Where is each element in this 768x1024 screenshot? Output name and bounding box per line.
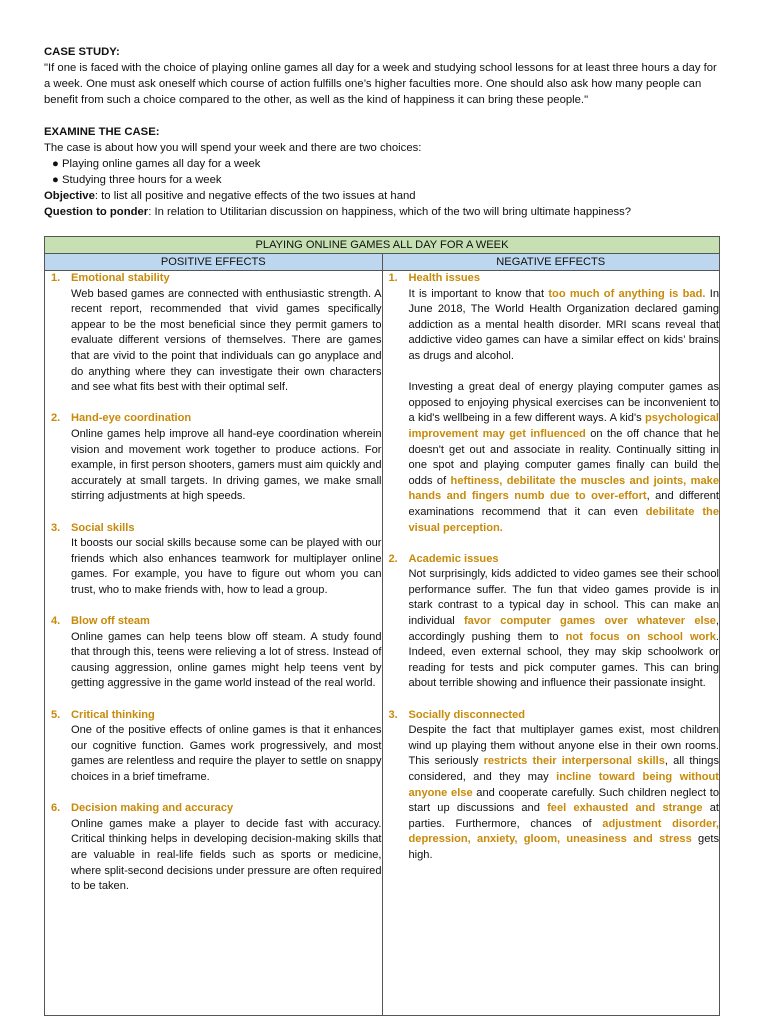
list-item: ● Playing online games all day for a week (52, 158, 261, 170)
item-title: Health issues (408, 272, 481, 284)
intro-section (44, 44, 726, 220)
item-title: Academic issues (408, 552, 499, 565)
item-heading (45, 614, 382, 630)
item-text (383, 287, 720, 537)
item-heading (383, 271, 720, 287)
highlighted-text: favor computer games over whatever else (463, 615, 716, 628)
highlighted-text: not focus on school work (565, 630, 716, 643)
highlighted-text: psychological improvement may get influenced (408, 412, 719, 440)
item-paragraph: It is important to know that too much of anything is bad. In June 2018, The World Health Organization declared gaming addiction as a mental health disorder. MRI scans reveal that addictive video games can have a similar effect on kids’ brains as drugs and alcohol. (408, 287, 719, 362)
negative-header: NEGATIVE EFFECTS (382, 254, 720, 271)
examine-text: The case is about how you will spend your week and there are two choices: (44, 142, 422, 154)
positive-header: POSITIVE EFFECTS (45, 254, 383, 271)
item-text (383, 567, 720, 692)
positive-effect-item (45, 521, 382, 599)
item-text: Web based games are connected with enthusiastic strength. A recent report, recommended that vivid games specifically appear to be the most beneficial since they permit gamers to evaluate different versions of themselves. There are games that are vivid to the point that individuals can go anyplace and do anything where they can investigate their own characters and see what fits best with their optimal self. (71, 287, 382, 394)
item-text: Online games help improve all hand-eye coordination wherein vision and movement work together to produce actions. For example, in first person shooters, gamers must aim quickly and accurately at small targets. In driving games, we make small stirring adjustments at high speeds. (71, 427, 382, 503)
item-text: Online games make a player to decide fast with accuracy. Critical thinking helps in developing decision-making skills that are valuable in real-life fields such as sports or medicine, where split-second decisions under pressure are often required to be taken. (71, 817, 382, 893)
item-title: Hand-eye coordination (71, 412, 192, 425)
negative-effect-item (383, 271, 720, 536)
case-study-heading: CASE STUDY: (44, 46, 120, 58)
item-title: Critical thinking (71, 708, 155, 721)
negative-effect-item (383, 552, 720, 692)
item-heading (45, 521, 382, 537)
item-title: Decision making and accuracy (71, 802, 234, 815)
choices-list (44, 156, 726, 188)
effects-table (44, 236, 720, 1016)
highlighted-text: adjustment disorder, depression, anxiety, gloom, uneasiness and stress (408, 817, 719, 846)
item-paragraph: Not surprisingly, kids addicted to video games see their school performance suffer. The fun that video games provide is in stark contrast to a typical day in school. This can make an individual favor computer games over whatever else, accordingly pushing them to not focus on school work. Indeed, even external school, they may skip schoolwork or reading for tests and pick computer games. This can bring about terrible showing and influence their passionate insight. (408, 568, 720, 690)
highlighted-text: debilitate the visual perception. (408, 505, 719, 534)
examine-heading: EXAMINE THE CASE: (44, 126, 160, 138)
positive-effect-item (45, 411, 382, 505)
item-number: 4. (51, 615, 61, 628)
item-paragraph: Despite the fact that multiplayer games exist, most children wind up playing them without anyone else in their own rooms. This seriously restricts their interpersonal skills, all things considered, and they may incline toward being without anyone else and cooperate carefully. Such children neglect to start up discussions and feel exhausted and strange at parties. Furthermore, chances of adjustment disorder, depression, anxiety, gloom, uneasiness and stress gets high. (408, 724, 720, 861)
item-title: Socially disconnected (408, 708, 526, 721)
item-heading (45, 411, 382, 427)
highlighted-text: restricts their interpersonal skills (483, 755, 665, 768)
positive-effect-item (45, 271, 382, 396)
question-line: Question to ponder: In relation to Utilitarian discussion on happiness, which of the two will bring ultimate happiness? (44, 206, 632, 218)
item-title: Blow off steam (71, 615, 150, 628)
positive-effect-item (45, 801, 382, 895)
item-title: Emotional stability (71, 272, 170, 284)
highlighted-text: feel exhausted and strange (547, 802, 703, 815)
item-heading (383, 708, 720, 724)
item-number: 3. (51, 521, 61, 534)
bullet-icon: ● (52, 158, 59, 170)
positive-effect-item (45, 614, 382, 692)
item-heading (45, 271, 382, 287)
case-study-quote: "If one is faced with the choice of playing online games all day for a week and studying school lessons for at least three hours a day for a week. One must ask oneself which course of action fulfills one’s higher faculties more. One should also ask how many people can benefit from such a choice compared to the other, as well as the kind of happiness it can bring these people." (44, 62, 717, 106)
item-number: 3. (388, 708, 398, 721)
item-text: One of the positive effects of online games is that it enhances our cognitive function. Games work progressively, and most games are relentless and require the player to settle on snappy choices in a brief timeframe. (71, 724, 382, 783)
negative-effect-item (383, 708, 720, 864)
objective-line: Objective: to list all positive and negative effects of the two issues at hand (44, 190, 416, 202)
item-number: 1. (51, 272, 61, 284)
item-number: 5. (51, 708, 61, 721)
highlighted-text: incline toward being without anyone else (408, 771, 720, 799)
table-title: PLAYING ONLINE GAMES ALL DAY FOR A WEEK (45, 237, 720, 254)
item-text: Online games can help teens blow off steam. A study found that through this, teens were relieving a lot of stress. Instead of causing aggression, online games might help teens vent by getting aggressive in the game world instead of the real world. (71, 630, 382, 690)
item-paragraph: Investing a great deal of energy playing computer games as opposed to enjoying physical exercises can be inconvenient to a kid's wellbeing in a few different ways. A kid's psychological improvement may get influenced on the off chance that he doesn't get out and associate in reality. Continually sitting in one spot and playing computer games finally can build the odds of heftiness, debilitate the muscles and joints, make hands and fingers numb due to over-effort, and different examinations recommend that it can even debilitate the visual perception. (408, 381, 720, 534)
item-heading (383, 552, 720, 568)
positive-effect-item (45, 708, 382, 786)
item-text: It boosts our social skills because some can be played with our friends which also enhances teamwork for multiplayer online games. For example, you have to figure out whom you can trust, who to make friends with, how to lead a group. (71, 537, 382, 596)
highlighted-text: too much of anything is bad. (548, 287, 706, 300)
item-text (383, 723, 720, 863)
item-title: Social skills (71, 521, 135, 534)
item-heading (45, 801, 382, 817)
highlighted-text: heftiness, debilitate the muscles and joints, make hands and fingers numb due to over-effort (408, 474, 720, 503)
positive-column (45, 271, 383, 1016)
item-number: 1. (388, 272, 398, 284)
bullet-icon: ● (52, 174, 59, 186)
negative-column (382, 271, 720, 1016)
item-number: 6. (51, 802, 61, 815)
item-heading (45, 708, 382, 724)
item-number: 2. (388, 552, 398, 565)
item-number: 2. (51, 412, 61, 425)
list-item: ● Studying three hours for a week (52, 174, 222, 186)
